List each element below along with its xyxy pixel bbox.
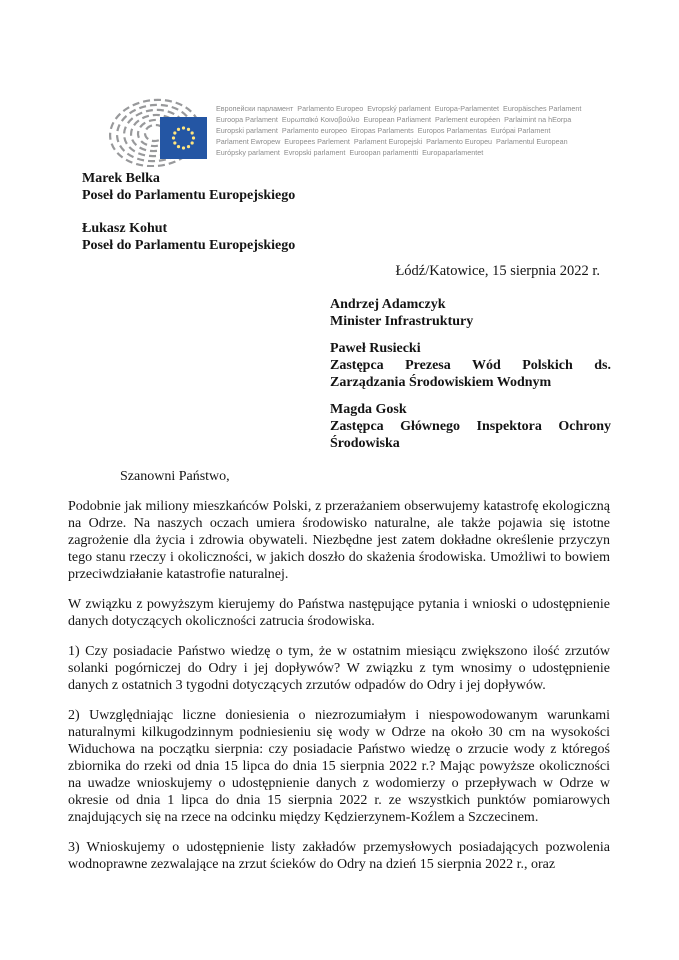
recipient-name: Andrzej Adamczyk: [330, 297, 446, 312]
recipient: [330, 296, 611, 330]
paragraph-item-1: 1) Czy posiadacie Państwo wiedzę o tym, że w ostatnim miesiącu zwiększono ilość zrzutów solanki pogórniczej do Odry i jej dopływów? W związku z tym wnosimy o udostępnienie danych z ostatnich 3 tygodni dotyczących zrzutów odpadów do Odry i jej dopływów.: [68, 644, 610, 693]
sender-title: Poseł do Parlamentu Europejskiego: [82, 238, 296, 253]
paragraph-intro: Podobnie jak miliony mieszkańców Polski, z przerażaniem obserwujemy katastrofę ekologiczną na Odrze. Na naszych oczach umiera środowisko naturalne, ale także pojawia się istotne zagrożenie dla życia i zdrowia obywateli. Niezbędne jest zatem dokładne określenie przyczyn tego stanu rzeczy i okoliczności, w jakich doszło do skażenia środowiska. Umożliwi to bowiem przeciwdziałanie katastrofie naturalnej.: [68, 499, 610, 582]
ep-name-line: Европейски парламент Parlamento Europeo Evropský parlament Europa-Parlamentet Europäisches Parlament: [216, 104, 582, 113]
eu-flag-icon: [160, 117, 207, 159]
sender: [82, 220, 295, 254]
sender-title: Poseł do Parlamentu Europejskiego: [82, 188, 296, 203]
recipient: [330, 340, 611, 391]
recipients-block: [330, 296, 611, 462]
ep-letterhead: [108, 97, 581, 167]
senders-block: [82, 170, 295, 270]
date-place-line: Łódź/Katowice, 15 sierpnia 2022 r.: [395, 263, 600, 279]
recipient-title: Minister Infrastruktury: [330, 314, 474, 329]
ep-multilingual-names: [216, 103, 581, 158]
sender-name: Marek Belka: [82, 171, 160, 186]
recipient: [330, 401, 611, 452]
recipient-title: Zastępca Prezesa Wód Polskich ds. Zarządzania Środowiskiem Wodnym: [330, 358, 611, 390]
paragraph-requests-lead: W związku z powyższym kierujemy do Państwa następujące pytania i wnioski o udostępnienie danych dotyczących okoliczności zatrucia środowiska.: [68, 597, 610, 629]
sender: [82, 170, 295, 204]
recipient-name: Paweł Rusiecki: [330, 341, 421, 356]
ep-hemicycle-icon: [108, 97, 210, 167]
salutation: Szanowni Państwo,: [120, 469, 230, 484]
ep-name-line: Európsky parlament Evropski parlament Euroopan parlamentti Europaparlamentet: [216, 148, 484, 157]
recipient-title: Zastępca Głównego Inspektora Ochrony Środowiska: [330, 419, 611, 451]
paragraph-item-3: 3) Wnioskujemy o udostępnienie listy zakładów przemysłowych posiadających pozwolenia wodnoprawne zezwalające na zrzut ścieków do Odry na dzień 15 sierpnia 2022 r., oraz: [68, 840, 610, 872]
paragraph-item-2: 2) Uwzględniając liczne doniesienia o niezrozumiałym i niespowodowanym warunkami naturalnymi kilkugodzinnym podniesieniu się wody w Odrze na około 30 cm na wysokości Widuchowa na początku sierpnia: czy posiadacie Państwo wiedzę o zrzucie wody z któregoś zbiornika do rzeki od dnia 15 lipca do dnia 15 sierpnia 2022 r.? Mając powyższe okoliczności na uwadze wnioskujemy o udostępnienie danych z wodomierzy o przepływach w Odrze w okresie od dnia 1 lipca do dnia 15 sierpnia 2022 r. ze wszystkich punktów pomiarowych znajdujących się na rzece na odcinku między Kędzierzynem-Koźlem a Szczecinem.: [68, 708, 610, 825]
ep-name-line: Parlament Ewropew Europees Parlement Parlament Europejski Parlamento Europeu Parlamentul European: [216, 137, 568, 146]
letter-body: [68, 468, 610, 886]
sender-name: Łukasz Kohut: [82, 221, 168, 236]
ep-name-line: Euroopa Parlament Ευρωπαϊκό Κοινοβούλιο European Parliament Parlement européen Parlaimint na hEorpa: [216, 115, 572, 124]
ep-name-line: Europski parlament Parlamento europeo Eiropas Parlaments Europos Parlamentas Európai Parlament: [216, 126, 551, 135]
recipient-name: Magda Gosk: [330, 402, 407, 417]
